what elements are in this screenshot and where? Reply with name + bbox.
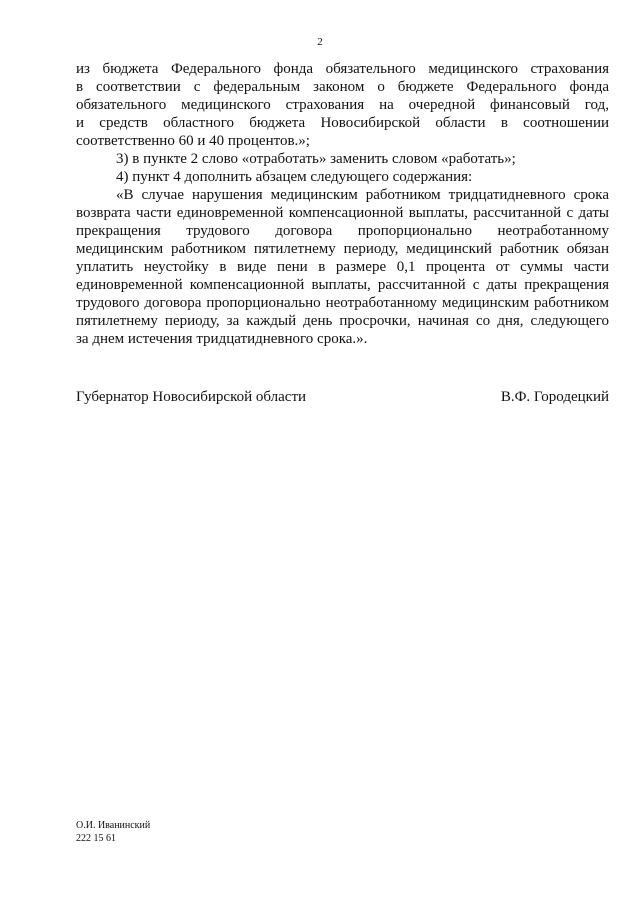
text-line: трудового договора пропорционально неотработанному медицинским работником (76, 295, 609, 311)
text-line: в соответствии с федеральным законом о бюджете Федерального фонда (76, 79, 609, 95)
executor-name: О.И. Иванинский (76, 820, 151, 831)
page-number: 2 (317, 36, 323, 48)
text-line: единовременной компенсационной выплаты, рассчитанной с даты прекращения (76, 277, 609, 293)
text-line: возврата части единовременной компенсационной выплаты, рассчитанной с даты (76, 205, 609, 221)
text-line: медицинским работником пятилетнему периоду, медицинский работник обязан (76, 241, 609, 257)
text-line: из бюджета Федерального фонда обязательного медицинского страхования (76, 61, 609, 77)
executor-phone: 222 15 61 (76, 833, 116, 844)
text-line: 4) пункт 4 дополнить абзацем следующего содержания: (116, 169, 473, 185)
signatory-name: В.Ф. Городецкий (500, 389, 609, 405)
text-line: пятилетнему периоду, за каждый день просрочки, начиная со дня, следующего (76, 313, 609, 329)
text-line: соответственно 60 и 40 процентов.»; (76, 133, 310, 149)
signatory-position: Губернатор Новосибирской области (76, 389, 307, 405)
text-line: за днем истечения тридцатидневного срока.». (76, 331, 368, 347)
document-body (76, 60, 609, 348)
executor-footer (76, 819, 150, 845)
text-line: прекращения трудового договора пропорционально неотработанному (76, 223, 609, 239)
text-line: 3) в пункте 2 слово «отработать» заменить словом «работать»; (116, 151, 516, 167)
text-line: обязательного медицинского страхования на очередной финансовый год, (76, 97, 609, 113)
signature-block (76, 389, 609, 406)
text-line: уплатить неустойку в виде пени в размере 0,1 процента от суммы части (76, 259, 609, 275)
text-line: и средств областного бюджета Новосибирской области в соотношении (76, 115, 609, 131)
text-line: «В случае нарушения медицинским работником тридцатидневного срока (116, 187, 609, 203)
